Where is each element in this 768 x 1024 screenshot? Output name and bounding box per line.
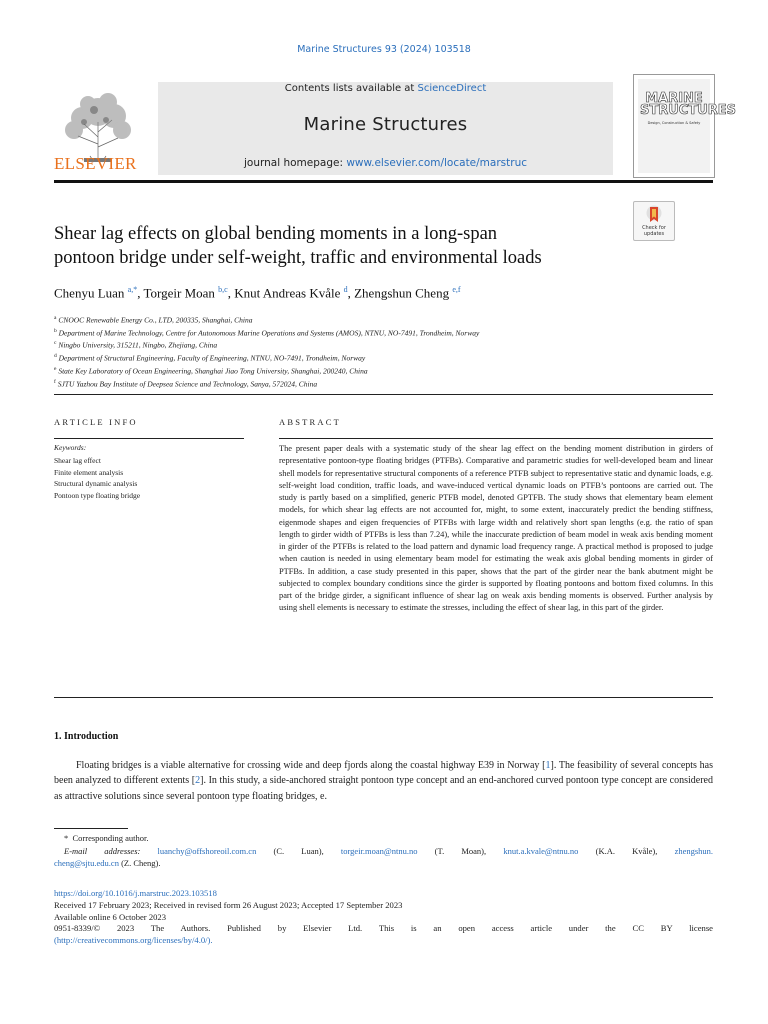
keyword: Shear lag effect: [54, 456, 101, 465]
footnotes: [54, 832, 713, 870]
abstract-heading: ABSTRACT: [279, 417, 341, 427]
reference-link[interactable]: 2: [195, 775, 201, 787]
abstract-text: The present paper deals with a systematic study of the shear lag effect on the bending moment distribution in girders of representative pontoon-type floating bridges (PTFBs). Comparative and parametric studies for well-developed beam and linear shell models for representative structural components of a reference PTFB subject to representative static and dynamic loads, e.g. self-weight load condition, traffic loads, and wave-induced vertical dynamic loads on PTFB’s pontoons are carried out. The study is partly based on a simplified, generic PTFB model, denoted GPTFB. The study shows that elementary beam element models, for which shear lag effects are not accounted for, might, to some extent, inaccurately predict the bending stiffness, eigenmode shapes and eigen frequencies of PTFBs with large width and relatively short span lengths (e.g. the ratio of span length to girder width of PTFBs is less than 7.24), while the inaccurate prediction of beam model in weak axis bending moment in girder of the PTFBs is related to the load pattern and dynamic load frequency range. A practical method is proposed to judge when caution is needed in using elementary beam model for estimating the weak axis global bending moments in girder of PTFBs. In addition, a case study presented in this paper, shows that the part of the girder near the bank abutment might be subjected to complex boundary conditions since the girder is supported by floating pontoons and bottom fixed columns. In this part of the bridge girder, a significant influence of shear lag on weak axis bending moments is observed. Further analysis by using shell elements is necessary to estimate the stresses, including the effect of shear lag, in this part of the girder.: [279, 444, 713, 613]
affiliation-list: [54, 313, 704, 389]
license-link[interactable]: (http://creativecommons.org/licenses/by/4.0/).: [54, 935, 213, 946]
journal-homepage: [158, 157, 613, 169]
journal-cover-thumbnail[interactable]: [633, 74, 737, 178]
contents-availability: [158, 83, 613, 94]
email-link[interactable]: zhengshun.: [674, 845, 714, 856]
keyword: Structural dynamic analysis: [54, 479, 138, 489]
footnote-rule: [54, 828, 128, 829]
email-owner: (T. Moan),: [434, 845, 487, 856]
affiliation-text: SJTU Yazhou Bay Institute of Deepsea Science and Technology, Sanya, 572024, China: [57, 379, 318, 389]
email-label: E-mail addresses:: [64, 845, 141, 856]
affiliation: [54, 338, 704, 351]
author-name[interactable]: Zhengshun Cheng: [354, 285, 450, 301]
cover-image: [638, 79, 737, 173]
header-rule: [54, 180, 713, 183]
email-link[interactable]: luanchy@offshoreoil.com.cn: [157, 845, 257, 856]
email-continuation: [54, 857, 713, 870]
journal-banner: [158, 82, 613, 175]
homepage-prefix: journal homepage:: [243, 157, 347, 169]
section-heading-introduction: 1. Introduction: [54, 731, 119, 742]
doi-link[interactable]: [54, 888, 713, 900]
cover-title-line1: MARINE: [645, 91, 703, 106]
email-link[interactable]: knut.a.kvale@ntnu.no: [503, 845, 579, 856]
reference-link[interactable]: 1: [545, 760, 551, 771]
affiliation: [54, 351, 704, 364]
check-updates-label: [634, 226, 674, 237]
article-info-heading: ARTICLE INFO: [54, 417, 138, 427]
affiliation: [54, 377, 704, 390]
abstract-bottom-rule: [54, 697, 713, 698]
affiliation: [54, 326, 704, 339]
author-list: Chenyu Luan $^{a,*}$, Torgeir Moan $^{b,c}$, Knut Andreas Kvåle $^d$, Zhengshun Cheng $^{e,f}$: [54, 285, 461, 301]
license-link-line: [54, 935, 713, 947]
cover-title-line2: STRUCTURES: [640, 103, 737, 118]
corresponding-author-note: * Corresponding author.: [64, 833, 149, 843]
affiliation-text: State Key Laboratory of Ocean Engineering, Shanghai Jiao Tong University, Shanghai, 200240, China: [58, 366, 368, 376]
intro-text: Floating bridges is a viable alternative for crossing wide and deep fjords along the coastal highway E39 in Norway [: [76, 760, 546, 771]
title-line-1: Shear lag effects on global bending moments in a long-span: [54, 224, 498, 244]
doi-url[interactable]: https://doi.org/10.1016/j.marstruc.2023.103518: [54, 888, 217, 898]
affiliation-text: Ningbo University, 315211, Ningbo, Zhejiang, China: [58, 340, 218, 350]
bookmark-icon: [646, 205, 662, 225]
journal-name: Marine Structures: [303, 114, 468, 135]
affiliation-text: CNOOC Renewable Energy Co., LTD, 200335, Shanghai, China: [58, 315, 253, 325]
affiliation-marker: c: [54, 340, 57, 347]
received-dates: Received 17 February 2023; Received in revised form 26 August 2023; Accepted 17 September 2023: [54, 899, 403, 910]
author-affiliation-ref[interactable]: d: [343, 285, 348, 294]
affiliation: [54, 313, 704, 326]
keyword-list: [54, 455, 140, 501]
check-updates-line1: Check for: [642, 225, 666, 231]
abstract-rule: [279, 438, 713, 439]
check-updates-line2: updates: [643, 230, 665, 237]
article-title: [54, 222, 624, 270]
check-for-updates-button[interactable]: [633, 201, 675, 241]
email-owner: (Z. Cheng).: [121, 858, 161, 868]
keyword: Pontoon type floating bridge: [54, 490, 141, 500]
author-affiliation-ref[interactable]: a,*: [127, 285, 138, 294]
affiliation-marker: b: [54, 327, 57, 334]
cover-subtitle: Design, Construction & Safety: [647, 121, 701, 125]
available-online: Available online 6 October 2023: [54, 911, 167, 922]
intro-text: ]. In this study, a side-anchored straight pontoon type concept and an end-anchored curved pontoon type concept are considered as attractive solutions since several pontoon type floating bridges, e.: [54, 775, 713, 802]
affiliation-text: Department of Structural Engineering, Faculty of Engineering, NTNU, NO-7491, Trondheim, Norway: [58, 353, 366, 363]
intro-text: ]. The feasibility of several concepts has been analyzed to different extents [: [54, 760, 713, 787]
journal-citation[interactable]: Marine Structures 93 (2024) 103518: [297, 44, 471, 55]
email-link[interactable]: torgeir.moan@ntnu.no: [340, 845, 418, 856]
affiliation-text: Department of Marine Technology, Centre for Autonomous Marine Operations and Systems (AMOS), NTNU, NO-7491, Trondheim, Norway: [58, 328, 480, 338]
author-name[interactable]: Torgeir Moan: [143, 285, 215, 301]
author-name[interactable]: Knut Andreas Kvåle: [234, 285, 341, 301]
email-addresses: [54, 845, 713, 858]
email-owner: (C. Luan),: [273, 845, 324, 856]
affiliation-marker: d: [54, 353, 57, 360]
contents-prefix: Contents lists available at: [284, 83, 418, 94]
section-rule: [54, 394, 713, 395]
email-owner: (K.A. Kvåle),: [595, 845, 658, 856]
corresponding-author-text: Corresponding author.: [72, 833, 149, 843]
license-statement: 0951-8339/© 2023 The Authors. Published by Elsevier Ltd. This is an open access article under the CC BY license: [54, 923, 713, 934]
affiliation-marker: f: [54, 378, 56, 385]
cover-title: [640, 91, 737, 118]
affiliation-marker: e: [54, 365, 57, 372]
keywords-heading: Keywords:: [54, 443, 87, 452]
author-affiliation-ref[interactable]: b,c: [218, 285, 228, 294]
elsevier-logo-text[interactable]: ELSEVIER: [54, 154, 137, 173]
article-info-rule: [54, 438, 244, 439]
author-name[interactable]: Chenyu Luan: [54, 285, 125, 301]
introduction-paragraph: [54, 758, 713, 804]
email-link[interactable]: cheng@sjtu.edu.cn: [54, 858, 119, 868]
title-line-2: pontoon bridge under self-weight, traffic and environmental loads: [54, 248, 542, 268]
affiliation: [54, 364, 704, 377]
keyword: Finite element analysis: [54, 467, 124, 477]
affiliation-marker: a: [54, 315, 57, 321]
publication-info: [54, 888, 713, 947]
author-affiliation-ref[interactable]: e,f: [452, 285, 461, 294]
homepage-link[interactable]: www.elsevier.com/locate/marstruc: [346, 157, 527, 169]
sciencedirect-link[interactable]: ScienceDirect: [417, 83, 487, 94]
